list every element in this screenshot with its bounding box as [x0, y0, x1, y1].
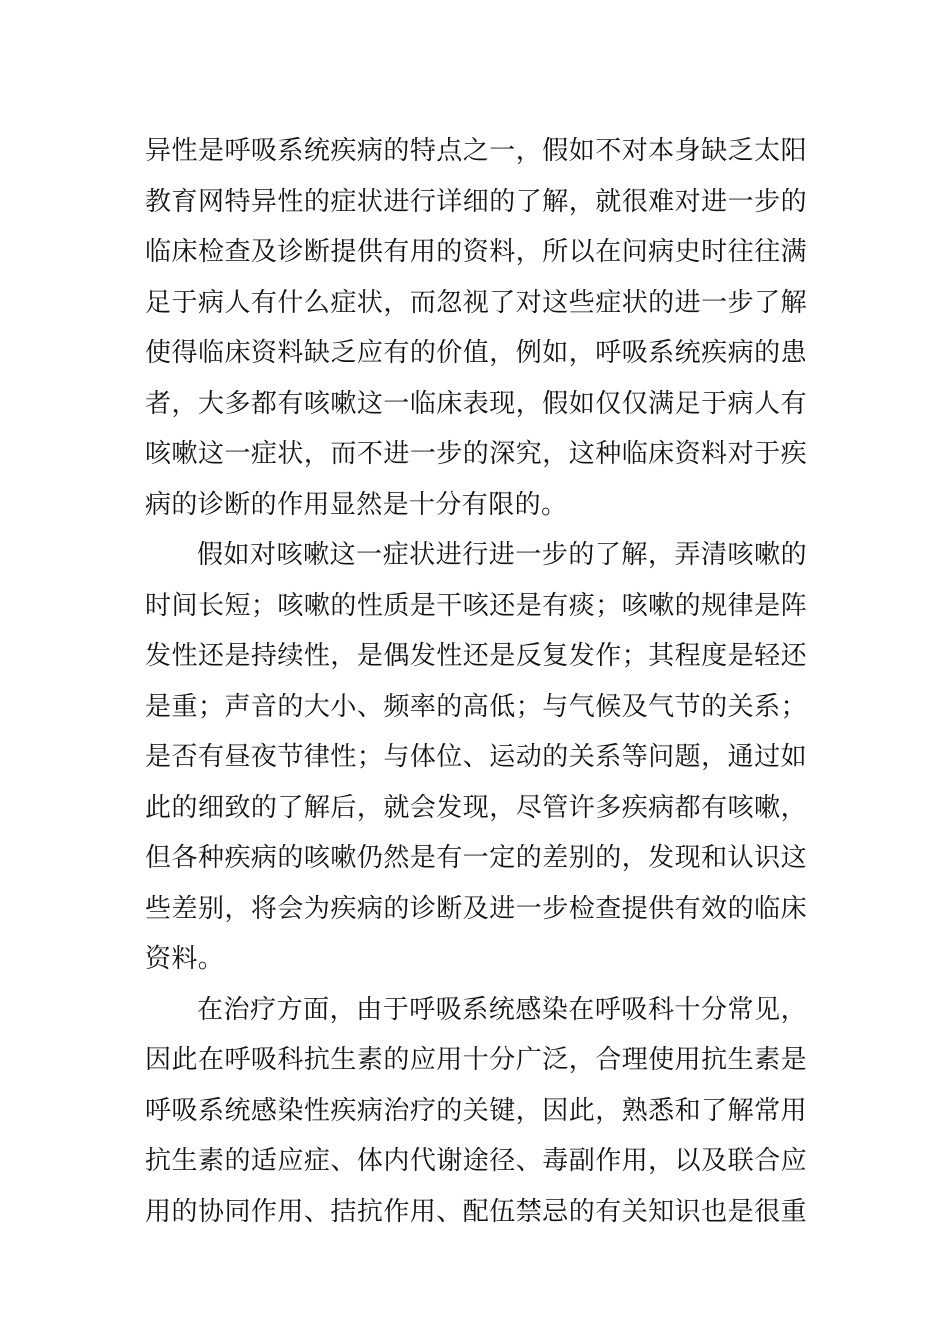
- text-line: 使得临床资料缺乏应有的价值，例如，呼吸系统疾病的患: [145, 338, 807, 368]
- text-line: 假如对咳嗽这一症状进行进一步的了解，弄清咳嗽的: [197, 540, 807, 570]
- text-line: 教育网特异性的症状进行详细的了解，就很难对进一步的: [145, 186, 807, 217]
- text-line: 用的协同作用、拮抗作用、配伍禁忌的有关知识也是很重: [145, 1196, 807, 1227]
- text-line: 但各种疾病的咳嗽仍然是有一定的差别的，发现和认识这: [145, 843, 807, 873]
- text-line: 因此在呼吸科抗生素的应用十分广泛，合理使用抗生素是: [145, 1045, 807, 1075]
- text-line: 足于病人有什么症状，而忽视了对这些症状的进一步了解: [145, 287, 807, 318]
- text-line: 此的细致的了解后，就会发现，尽管许多疾病都有咳嗽，: [145, 792, 807, 823]
- text-line: 时间长短；咳嗽的性质是干咳还是有痰；咳嗽的规律是阵: [145, 590, 807, 621]
- paragraph-1: [145, 126, 807, 530]
- text-line: 些差别，将会为疾病的诊断及进一步检查提供有效的临床: [145, 893, 807, 924]
- text-line: 是重；声音的大小、频率的高低；与气候及气节的关系；: [145, 691, 807, 722]
- text-line: 资料。: [145, 944, 225, 974]
- text-line: 抗生素的适应症、体内代谢途径、毒副作用，以及联合应: [145, 1146, 807, 1176]
- text-line: 临床检查及诊断提供有用的资料，所以在问病史时往往满: [145, 237, 807, 267]
- document-body: [145, 126, 807, 1237]
- text-line: 者，大多都有咳嗽这一临床表现，假如仅仅满足于病人有: [145, 388, 807, 419]
- text-line: 病的诊断的作用显然是十分有限的。: [145, 489, 568, 520]
- paragraph-3: [145, 985, 807, 1238]
- text-line: 咳嗽这一症状，而不进一步的深究，这种临床资料对于疾: [145, 439, 807, 469]
- text-line: 呼吸系统感染性疾病治疗的关键，因此，熟悉和了解常用: [145, 1095, 807, 1126]
- text-line: 异性是呼吸系统疾病的特点之一，假如不对本身缺乏太阳: [145, 136, 807, 166]
- text-line: 发性还是持续性，是偶发性还是反复发作；其程度是轻还: [145, 641, 807, 671]
- paragraph-2: [145, 530, 807, 985]
- text-line: 在治疗方面，由于呼吸系统感染在呼吸科十分常见，: [197, 994, 807, 1025]
- text-line: 是否有昼夜节律性；与体位、运动的关系等问题，通过如: [145, 742, 807, 772]
